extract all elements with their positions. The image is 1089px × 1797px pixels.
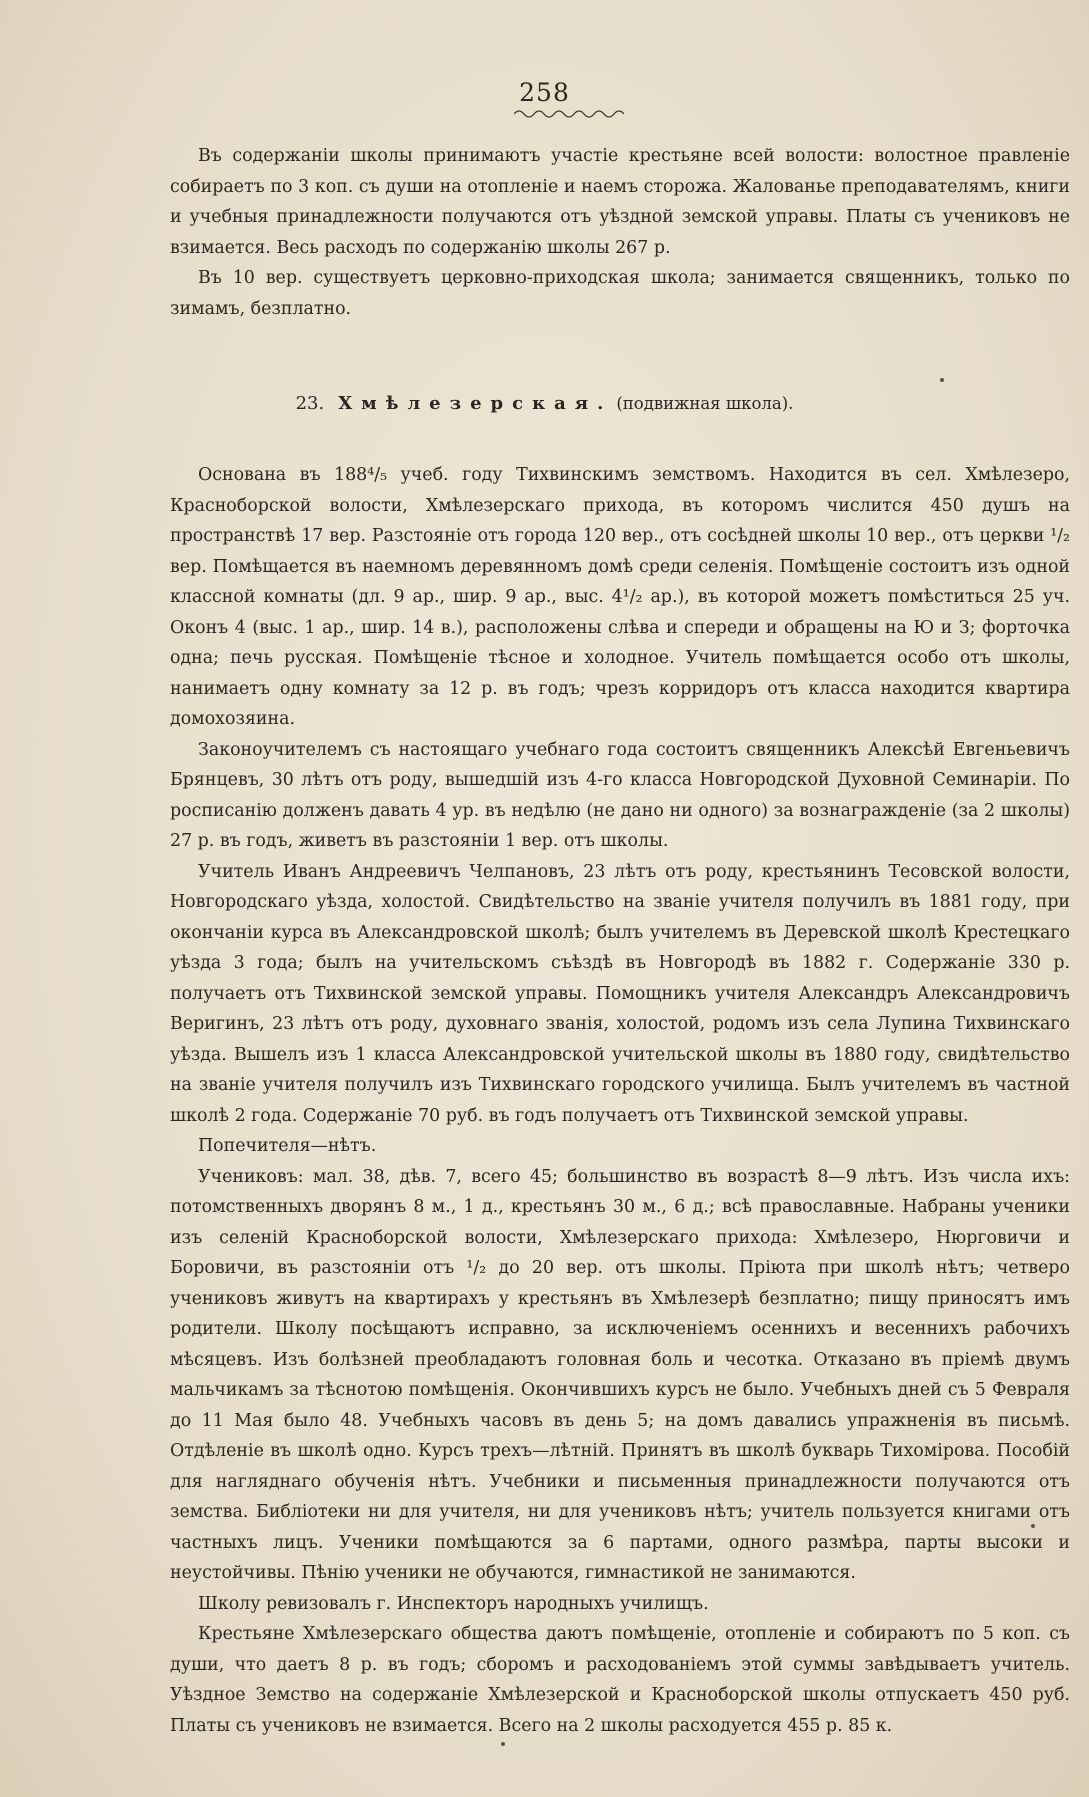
section-title: Хмѣлезерская.	[338, 393, 613, 414]
body-paragraph: Попечителя—нѣтъ.	[198, 1136, 377, 1156]
body-paragraph: Крестьяне Хмѣлезерскаго общества даютъ помѣщеніе, отопленіе и собираютъ по 5 коп. съ души, что даетъ 8 р. въ годъ; сборомъ и расходованіемъ этой суммы завѣдываетъ учитель. Уѣздное Земство на содержаніе Хмѣлезерской и Красноборской школы отпускаетъ 450 руб. Платы съ учениковъ не взимается. Всего на 2 школы расходуется 455 р. 85 к.	[170, 1624, 1070, 1736]
body-paragraph: Основана въ 188⁴/₅ учеб. году Тихвинскимъ земствомъ. Находится въ сел. Хмѣлезеро, Красноборской волости, Хмѣлезерскаго прихода, въ которомъ числится 450 душъ на пространствѣ 17 вер. Разстояніе отъ города 120 вер., отъ сосѣдней школы 10 вер., отъ церкви ¹/₂ вер. Помѣщается въ наемномъ деревянномъ домѣ среди селенія. Помѣщеніе состоитъ изъ одной классной комнаты (дл. 9 ар., шир. 9 ар., выс. 4¹/₂ ар.), въ которой можетъ помѣститься 25 уч. Оконъ 4 (выс. 1 ар., шир. 14 в.), расположены слѣва и спереди и обращены на Ю и З; форточка одна; печь русская. Помѣщеніе тѣсное и холодное. Учитель помѣщается особо отъ школы, нанимаетъ одну комнату за 12 р. въ годъ; чрезъ корридоръ отъ класса находится квартира домохозяина.	[170, 465, 1070, 729]
section-body	[170, 460, 1070, 1741]
body-paragraph: Учитель Иванъ Андреевичъ Челпановъ, 23 лѣтъ отъ роду, крестьянинъ Тесовской волости, Новгородскаго уѣзда, холостой. Свидѣтельство на званіе учителя получилъ въ 1881 году, при окончаніи курса въ Александровской школѣ; былъ учителемъ въ Деревской школѣ Крестецкаго уѣзда 3 года; былъ на учительскомъ съѣздѣ въ Новгородѣ въ 1882 г. Содержаніе 330 р. получаетъ отъ Тихвинской земской управы. Помощникъ учителя Александръ Александровичъ Веригинъ, 23 лѣтъ отъ роду, духовнаго званія, холостой, родомъ изъ села Лупина Тихвинскаго уѣзда. Вышелъ изъ 1 класса Александровской учительской школы въ 1880 году, свидѣтельство на званіе учителя получилъ изъ Тихвинскаго городского училища. Былъ учителемъ въ частной школѣ 2 года. Содержаніе 70 руб. въ годъ получаетъ отъ Тихвинской земской управы.	[170, 861, 1070, 1126]
intro-paragraph: Въ содержаніи школы принимаютъ участіе крестьяне всей волости: волостное правленіе собираетъ по 3 коп. съ души на отопленіе и наемъ сторожа. Жалованье преподавателямъ, книги и учебныя принадлежности получаются отъ уѣздной земской управы. Платы съ учениковъ не взимается. Весь расходъ по содержанію школы 267 р.	[170, 146, 1070, 258]
speck	[501, 1742, 505, 1746]
section-number: 23.	[295, 393, 325, 414]
intro-text	[170, 141, 1070, 324]
body-paragraph: Школу ревизовалъ г. Инспекторъ народныхъ училищъ.	[198, 1593, 709, 1614]
speck	[940, 378, 944, 382]
body-paragraph: Законоучителемъ съ настоящаго учебнаго года состоитъ священникъ Алексѣй Евгеньевичъ Брянцевъ, 30 лѣтъ отъ роду, вышедшій изъ 4-го класса Новгородской Духовной Семинаріи. По росписанію долженъ давать 4 ур. въ недѣлю (не дано ни одного) за вознагражденіе (за 2 школы) 27 р. въ годъ, живетъ въ разстояніи 1 вер. отъ школы.	[170, 739, 1070, 851]
speck	[1031, 1524, 1035, 1528]
section-subtitle: (подвижная школа).	[616, 394, 794, 413]
section-heading	[0, 393, 1089, 414]
page-number: 258	[519, 78, 570, 107]
body-paragraph: Учениковъ: мал. 38, дѣв. 7, всего 45; большинство въ возрастѣ 8—9 лѣтъ. Изъ числа ихъ: потомственныхъ дворянъ 8 м., 1 д., крестьянъ 30 м., 6 д.; всѣ православные. Набраны ученики изъ селеній Красноборской волости, Хмѣлезерскаго прихода: Хмѣлезеро, Нюрговичи и Боровичи, въ разстояніи отъ ¹/₂ до 20 вер. отъ школы. Пріюта при школѣ нѣтъ; четверо учениковъ живутъ на квартирахъ у крестьянъ въ Хмѣлезерѣ безплатно; пищу приносятъ имъ родители. Школу посѣщаютъ исправно, за исключеніемъ осеннихъ и весеннихъ рабочихъ мѣсяцевъ. Изъ болѣзней преобладаютъ головная боль и чесотка. Отказано въ пріемѣ двумъ мальчикамъ за тѣснотою помѣщенія. Окончившихъ курсъ не было. Учебныхъ дней съ 5 Февраля до 11 Мая было 48. Учебныхъ часовъ въ день 5; на домъ давались упражненія въ письмѣ. Отдѣленіе въ школѣ одно. Курсъ трехъ—лѣтній. Принятъ въ школѣ букварь Тихомірова. Пособій для нагляднаго обученія нѣтъ. Учебники и письменныя принадлежности получаются отъ земства. Библіотеки ни для учителя, ни для учениковъ нѣтъ; учитель пользуется книгами отъ частныхъ лицъ. Ученики помѣщаются за 6 партами, одного размѣра, парты высоки и неустойчивы. Пѣнію ученики не обучаются, гимнастикой не занимаются.	[170, 1166, 1070, 1583]
intro-paragraph: Въ 10 вер. существуетъ церковно-приходская школа; занимается священникъ, только по зимамъ, безплатно.	[170, 268, 1070, 319]
wavy-rule-ornament	[514, 108, 624, 120]
